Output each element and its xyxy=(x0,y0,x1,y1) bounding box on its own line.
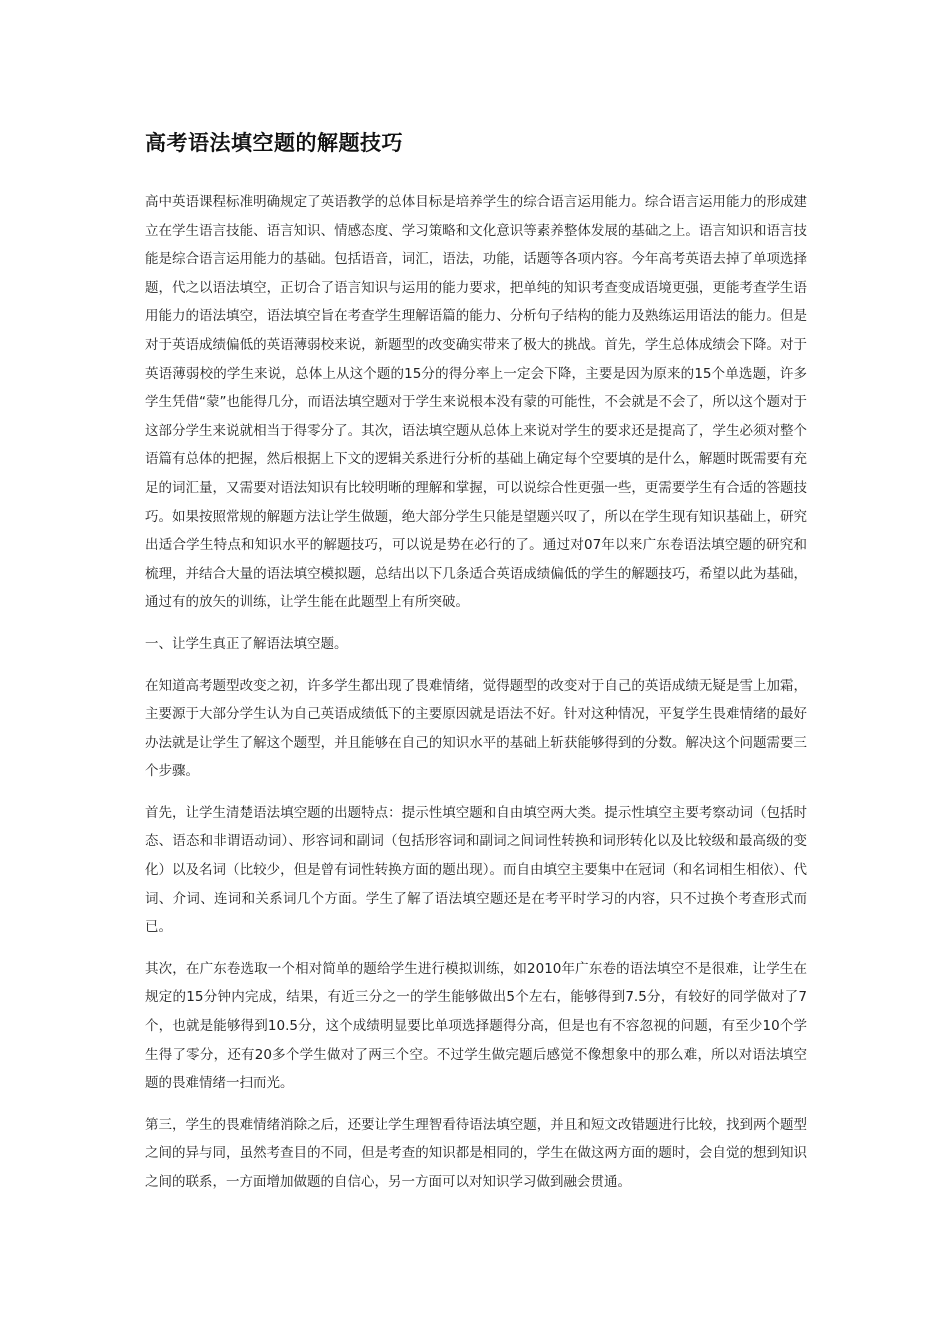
intro-paragraph: 高中英语课程标准明确规定了英语教学的总体目标是培养学生的综合语言运用能力。综合语言运用能力的形成建立在学生语言技能、语言知识、情感态度、学习策略和文化意识等素养整体发展的基础之上。语言知识和语言技能是综合语言运用能力的基础。包括语音，词汇，语法，功能，话题等各项内容。今年高考英语去掉了单项选择题，代之以语法填空，正切合了语言知识与运用的能力要求，把单纯的知识考查变成语境更强，更能考查学生语用能力的语法填空，语法填空旨在考查学生理解语篇的能力、分析句子结构的能力及熟练运用语法的能力。但是对于英语成绩偏低的英语薄弱校来说，新题型的改变确实带来了极大的挑战。首先，学生总体成绩会下降。对于英语薄弱校的学生来说，总体上从这个题的15分的得分率上一定会下降，主要是因为原来的15个单选题，许多学生凭借“蒙”也能得几分，而语法填空题对于学生来说根本没有蒙的可能性，不会就是不会了，所以这个题对于这部分学生来说就相当于得零分了。其次，语法填空题从总体上来说对学生的要求还是提高了，学生必须对整个语篇有总体的把握，然后根据上下文的逻辑关系进行分析的基础上确定每个空要填的是什么，解题时既需要有充足的词汇量，又需要对语法知识有比较明晰的理解和掌握，可以说综合性更强一些，更需要学生有合适的答题技巧。如果按照常规的解题方法让学生做题，绝大部分学生只能是望题兴叹了，所以在学生现有知识基础上，研究出适合学生特点和知识水平的解题技巧，可以说是势在必行的了。通过对07年以来广东卷语法填空题的研究和梳理，并结合大量的语法填空模拟题，总结出以下几条适合英语成绩偏低的学生的解题技巧，希望以此为基础，通过有的放矢的训练，让学生能在此题型上有所突破。 xyxy=(145,194,807,611)
body-paragraph: 在知道高考题型改变之初，许多学生都出现了畏难情绪，觉得题型的改变对于自己的英语成绩无疑是雪上加霜，主要源于大部分学生认为自己英语成绩低下的主要原因就是语法不好。针对这种情况，平复学生畏难情绪的最好办法就是让学生了解这个题型，并且能够在自己的知识水平的基础上斩获能够得到的分数。解决这个问题需要三个步骤。 xyxy=(145,677,807,780)
document-title: 高考语法填空题的解题技巧 xyxy=(145,131,403,155)
step-three-paragraph: 第三，学生的畏难情绪消除之后，还要让学生理智看待语法填空题，并且和短文改错题进行比较，找到两个题型之间的异与同，虽然考查目的不同，但是考查的知识都是相同的，学生在做这两方面的题时，会自觉的想到知识之间的联系，一方面增加做题的自信心，另一方面可以对知识学习做到融会贯通。 xyxy=(145,1116,807,1190)
section-heading-1: 一、让学生真正了解语法填空题。 xyxy=(145,635,348,652)
step-two-paragraph: 其次，在广东卷选取一个相对简单的题给学生进行模拟训练，如2010年广东卷的语法填空不是很难，让学生在规定的15分钟内完成，结果，有近三分之一的学生能够做出5个左右，能够得到7.5分，有较好的同学做对了7个，也就是能够得到10.5分，这个成绩明显要比单项选择题得分高，但是也有不容忽视的问题，有至少10个学生得了零分，还有20多个学生做对了两三个空。不过学生做完题后感觉不像想象中的那么难，所以对语法填空题的畏难情绪一扫而光。 xyxy=(145,960,807,1092)
step-one-paragraph: 首先，让学生清楚语法填空题的出题特点：提示性填空题和自由填空两大类。提示性填空主要考察动词（包括时态、语态和非谓语动词）、形容词和副词（包括形容词和副词之间词性转换和词形转化以及比较级和最高级的变化）以及名词（比较少，但是曾有词性转换方面的题出现）。而自由填空主要集中在冠词（和名词相生相依）、代词、介词、连词和关系词几个方面。学生了解了语法填空题还是在考平时学习的内容，只不过换个考查形式而已。 xyxy=(145,804,807,936)
document-page xyxy=(145,128,807,1210)
